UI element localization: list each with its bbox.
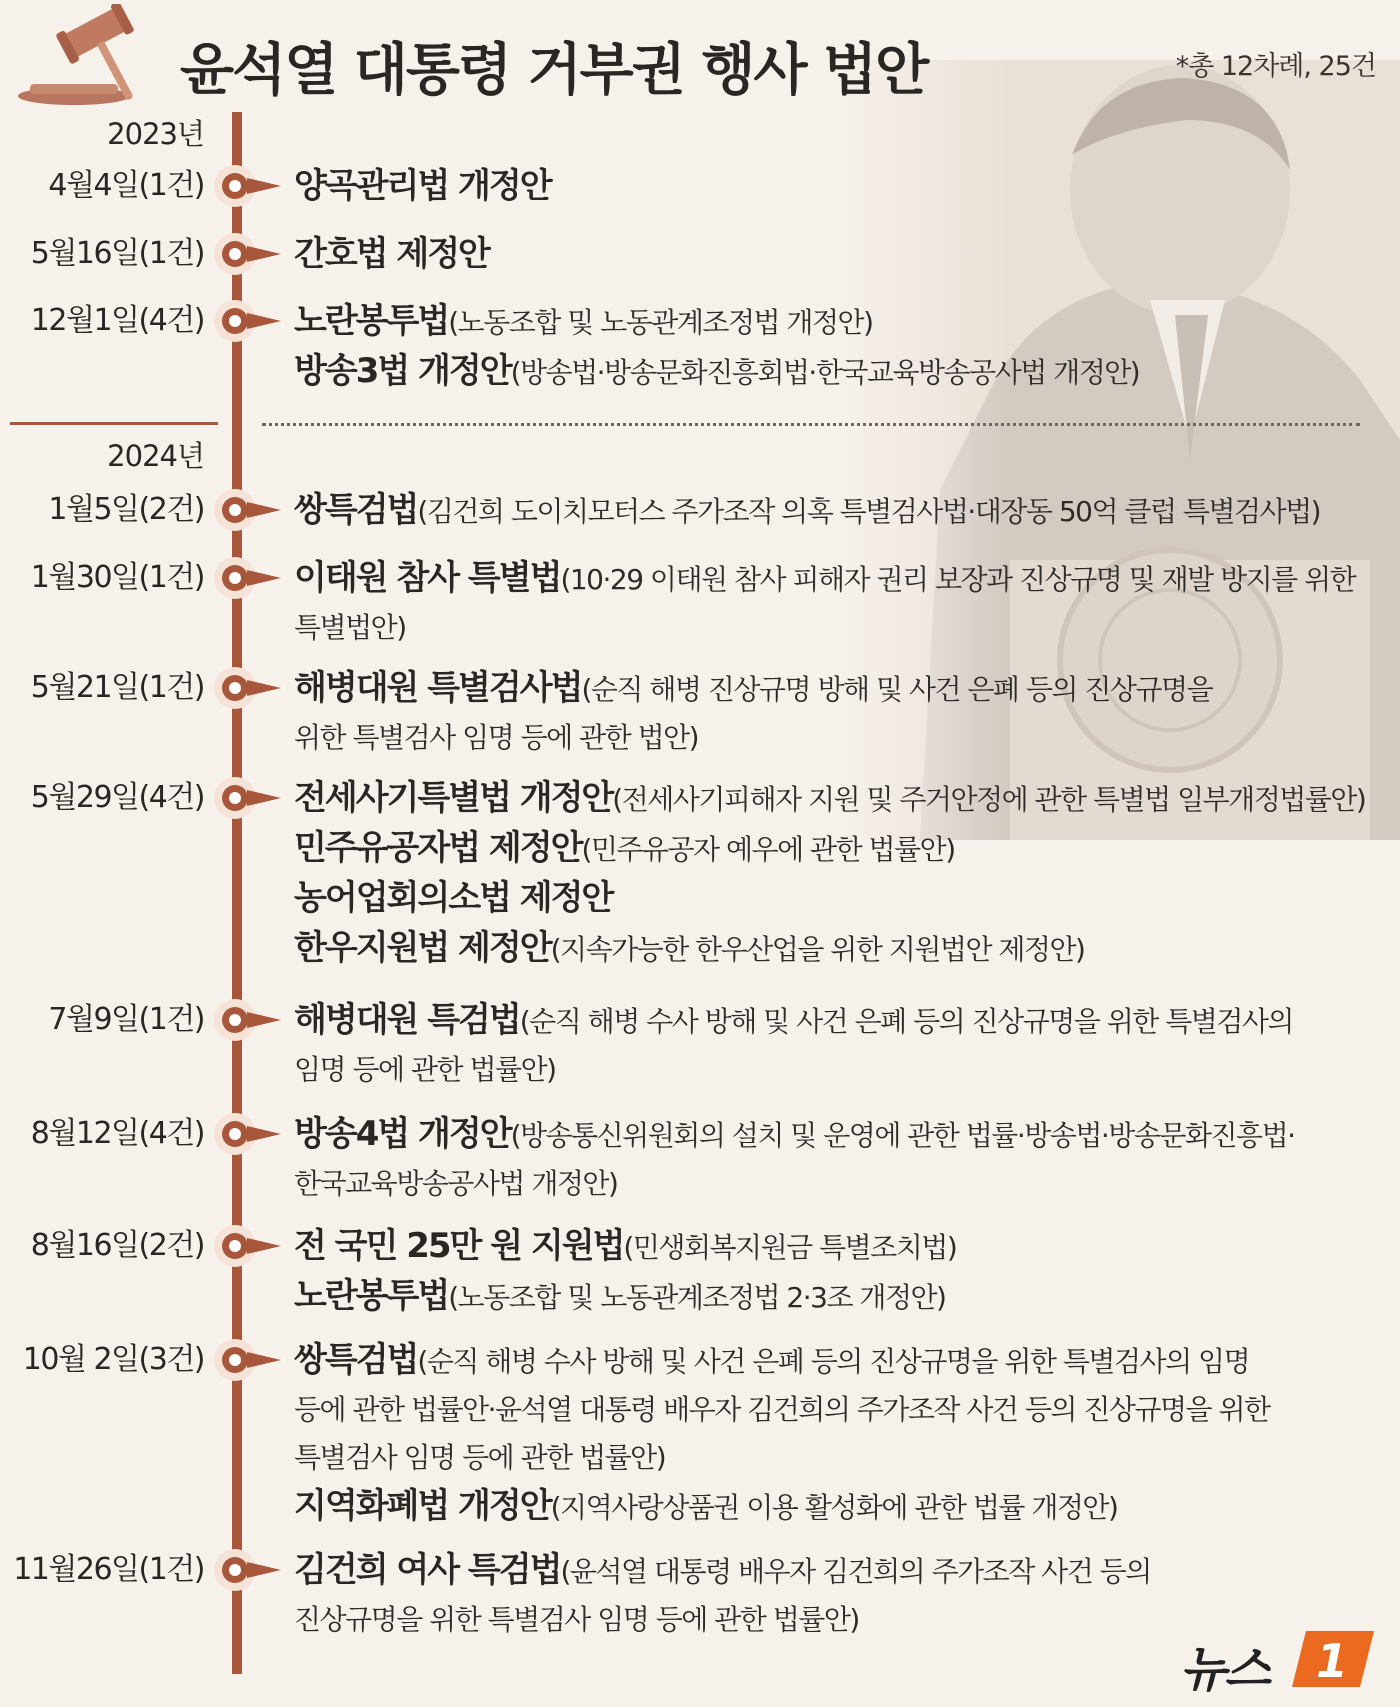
entry-date: 10월 2일(3건) <box>22 1342 204 1377</box>
bill-description: (방송통신위원회의 설치 및 운영에 관한 법률·방송법·방송문화진흥법· <box>510 1119 1295 1152</box>
news1-logo <box>1180 1627 1380 1698</box>
entry-date: 7월9일(1건) <box>48 1002 204 1037</box>
timeline-marker-icon <box>213 232 283 276</box>
year-separator-dotted <box>262 423 1360 426</box>
bill-name: 해병대원 특검법 <box>294 1000 520 1040</box>
bill-item <box>294 664 1384 762</box>
bill-item <box>294 774 1384 824</box>
bill-description: (민생회복지원금 특별조치법) <box>623 1231 957 1264</box>
year-separator <box>10 422 218 425</box>
logo-mark-icon <box>1288 1627 1378 1691</box>
timeline-marker-icon <box>213 1224 283 1268</box>
entry-date: 1월5일(2건) <box>48 492 204 527</box>
bill-name: 민주유공자법 제정안 <box>294 828 582 868</box>
bill-name: 노란봉투법 <box>294 1276 449 1316</box>
year-label-2024: 2024년 <box>107 439 204 473</box>
bill-item <box>294 1222 1384 1272</box>
bill-description: (지속가능한 한우산업을 위한 지원법안 제정안) <box>550 933 1085 966</box>
bill-item <box>294 1336 1384 1482</box>
entry-date: 5월21일(1건) <box>30 670 204 705</box>
bill-name: 방송3법 개정안 <box>294 351 511 391</box>
bill-name: 간호법 제정안 <box>294 234 489 274</box>
bill-description: (순직 해병 수사 방해 및 사건 은폐 등의 진상규명을 위한 특별검사의 임명 <box>417 1345 1250 1378</box>
bill-item <box>294 1272 1384 1322</box>
timeline-marker-icon <box>213 998 283 1042</box>
bill-item <box>294 230 1384 280</box>
bill-item <box>294 874 1384 924</box>
bill-description: (김건희 도이치모터스 주가조작 의혹 특별검사법·대장동 50억 클럽 특별검사법) <box>417 495 1321 528</box>
bill-description-continued: 특별법안) <box>294 611 406 644</box>
timeline-marker-icon <box>213 1548 283 1592</box>
bill-name: 전세사기특별법 개정안 <box>294 778 613 818</box>
bill-item <box>294 554 1384 652</box>
bill-description-continued: 진상규명을 위한 특별검사 임명 등에 관한 법률안) <box>294 1603 859 1636</box>
bill-name: 방송4법 개정안 <box>294 1114 511 1154</box>
timeline-marker-icon <box>213 1112 283 1156</box>
bill-description: (노동조합 및 노동관계조정법 개정안) <box>448 306 873 339</box>
bill-name: 한우지원법 제정안 <box>294 928 551 968</box>
bill-name: 지역화폐법 개정안 <box>294 1486 551 1526</box>
bill-description-continued: 임명 등에 관한 법률안) <box>294 1053 556 1086</box>
timeline-marker-icon <box>213 776 283 820</box>
bill-name: 이태원 참사 특별법 <box>294 558 561 598</box>
timeline-marker-icon <box>213 299 283 343</box>
bill-name: 농어업회의소법 제정안 <box>294 878 613 918</box>
bill-description: (노동조합 및 노동관계조정법 2·3조 개정안) <box>448 1281 946 1314</box>
bill-item <box>294 1482 1384 1532</box>
bill-description: (윤석열 대통령 배우자 김건희의 주가조작 사건 등의 <box>560 1555 1151 1588</box>
bill-name: 해병대원 특별검사법 <box>294 668 582 708</box>
bill-item <box>294 924 1384 974</box>
bill-description-continued: 한국교육방송공사법 개정안) <box>294 1167 618 1200</box>
entry-date: 8월12일(4건) <box>30 1116 204 1151</box>
bill-description: (전세사기피해자 지원 및 주거안정에 관한 특별법 일부개정법률안) <box>612 783 1366 816</box>
entry-date: 11월26일(1건) <box>13 1552 204 1587</box>
entry-date: 4월4일(1건) <box>48 168 204 203</box>
bill-name: 쌍특검법 <box>294 490 418 530</box>
logo-text: 뉴스 <box>1180 1642 1269 1698</box>
entry-date: 5월16일(1건) <box>30 236 204 271</box>
bill-item <box>294 347 1384 397</box>
bill-description-continued: 위한 특별검사 임명 등에 관한 법안) <box>294 721 699 754</box>
bill-description: (지역사랑상품권 이용 활성화에 관한 법률 개정안) <box>550 1491 1118 1524</box>
page-title: 윤석열 대통령 거부권 행사 법안 <box>180 38 928 103</box>
timeline-line <box>232 112 242 1674</box>
bill-name: 김건희 여사 특검법 <box>294 1550 561 1590</box>
bill-name: 쌍특검법 <box>294 1340 418 1380</box>
timeline-marker-icon <box>213 164 283 208</box>
gavel-icon <box>14 4 182 108</box>
bill-description: (10·29 이태원 참사 피해자 권리 보장과 진상규명 및 재발 방지를 위한 <box>560 563 1356 596</box>
bill-name: 노란봉투법 <box>294 301 449 341</box>
bill-item <box>294 1110 1384 1208</box>
bill-description: (방송법·방송문화진흥회법·한국교육방송공사법 개정안) <box>510 356 1140 389</box>
bill-name: 전 국민 25만 원 지원법 <box>294 1226 624 1266</box>
bill-item <box>294 824 1384 874</box>
bill-item <box>294 162 1384 212</box>
year-label-2023: 2023년 <box>107 117 204 151</box>
bill-description: (민주유공자 예우에 관한 법률안) <box>581 833 955 866</box>
bill-description-continued: 등에 관한 법률안·윤석열 대통령 배우자 김건희의 주가조작 사건 등의 진상규명을 위한 <box>294 1393 1270 1426</box>
timeline-marker-icon <box>213 1338 283 1382</box>
timeline-marker-icon <box>213 556 283 600</box>
logo-mark-text: 1 <box>1315 1634 1349 1688</box>
timeline-marker-icon <box>213 666 283 710</box>
entry-date: 8월16일(2건) <box>30 1228 204 1263</box>
entry-date: 12월1일(4건) <box>30 303 204 338</box>
total-count-note: *총 12차례, 25건 <box>1175 51 1376 82</box>
bill-description-continued: 특별검사 임명 등에 관한 법률안) <box>294 1441 666 1474</box>
entry-date: 1월30일(1건) <box>30 560 204 595</box>
bill-description: (순직 해병 진상규명 방해 및 사건 은폐 등의 진상규명을 <box>581 673 1213 706</box>
timeline-marker-icon <box>213 488 283 532</box>
entry-date: 5월29일(4건) <box>30 780 204 815</box>
bill-item <box>294 297 1384 347</box>
bill-item <box>294 996 1384 1094</box>
bill-name: 양곡관리법 개정안 <box>294 166 551 206</box>
bill-item <box>294 486 1384 536</box>
bill-description: (순직 해병 수사 방해 및 사건 은폐 등의 진상규명을 위한 특별검사의 <box>519 1005 1293 1038</box>
